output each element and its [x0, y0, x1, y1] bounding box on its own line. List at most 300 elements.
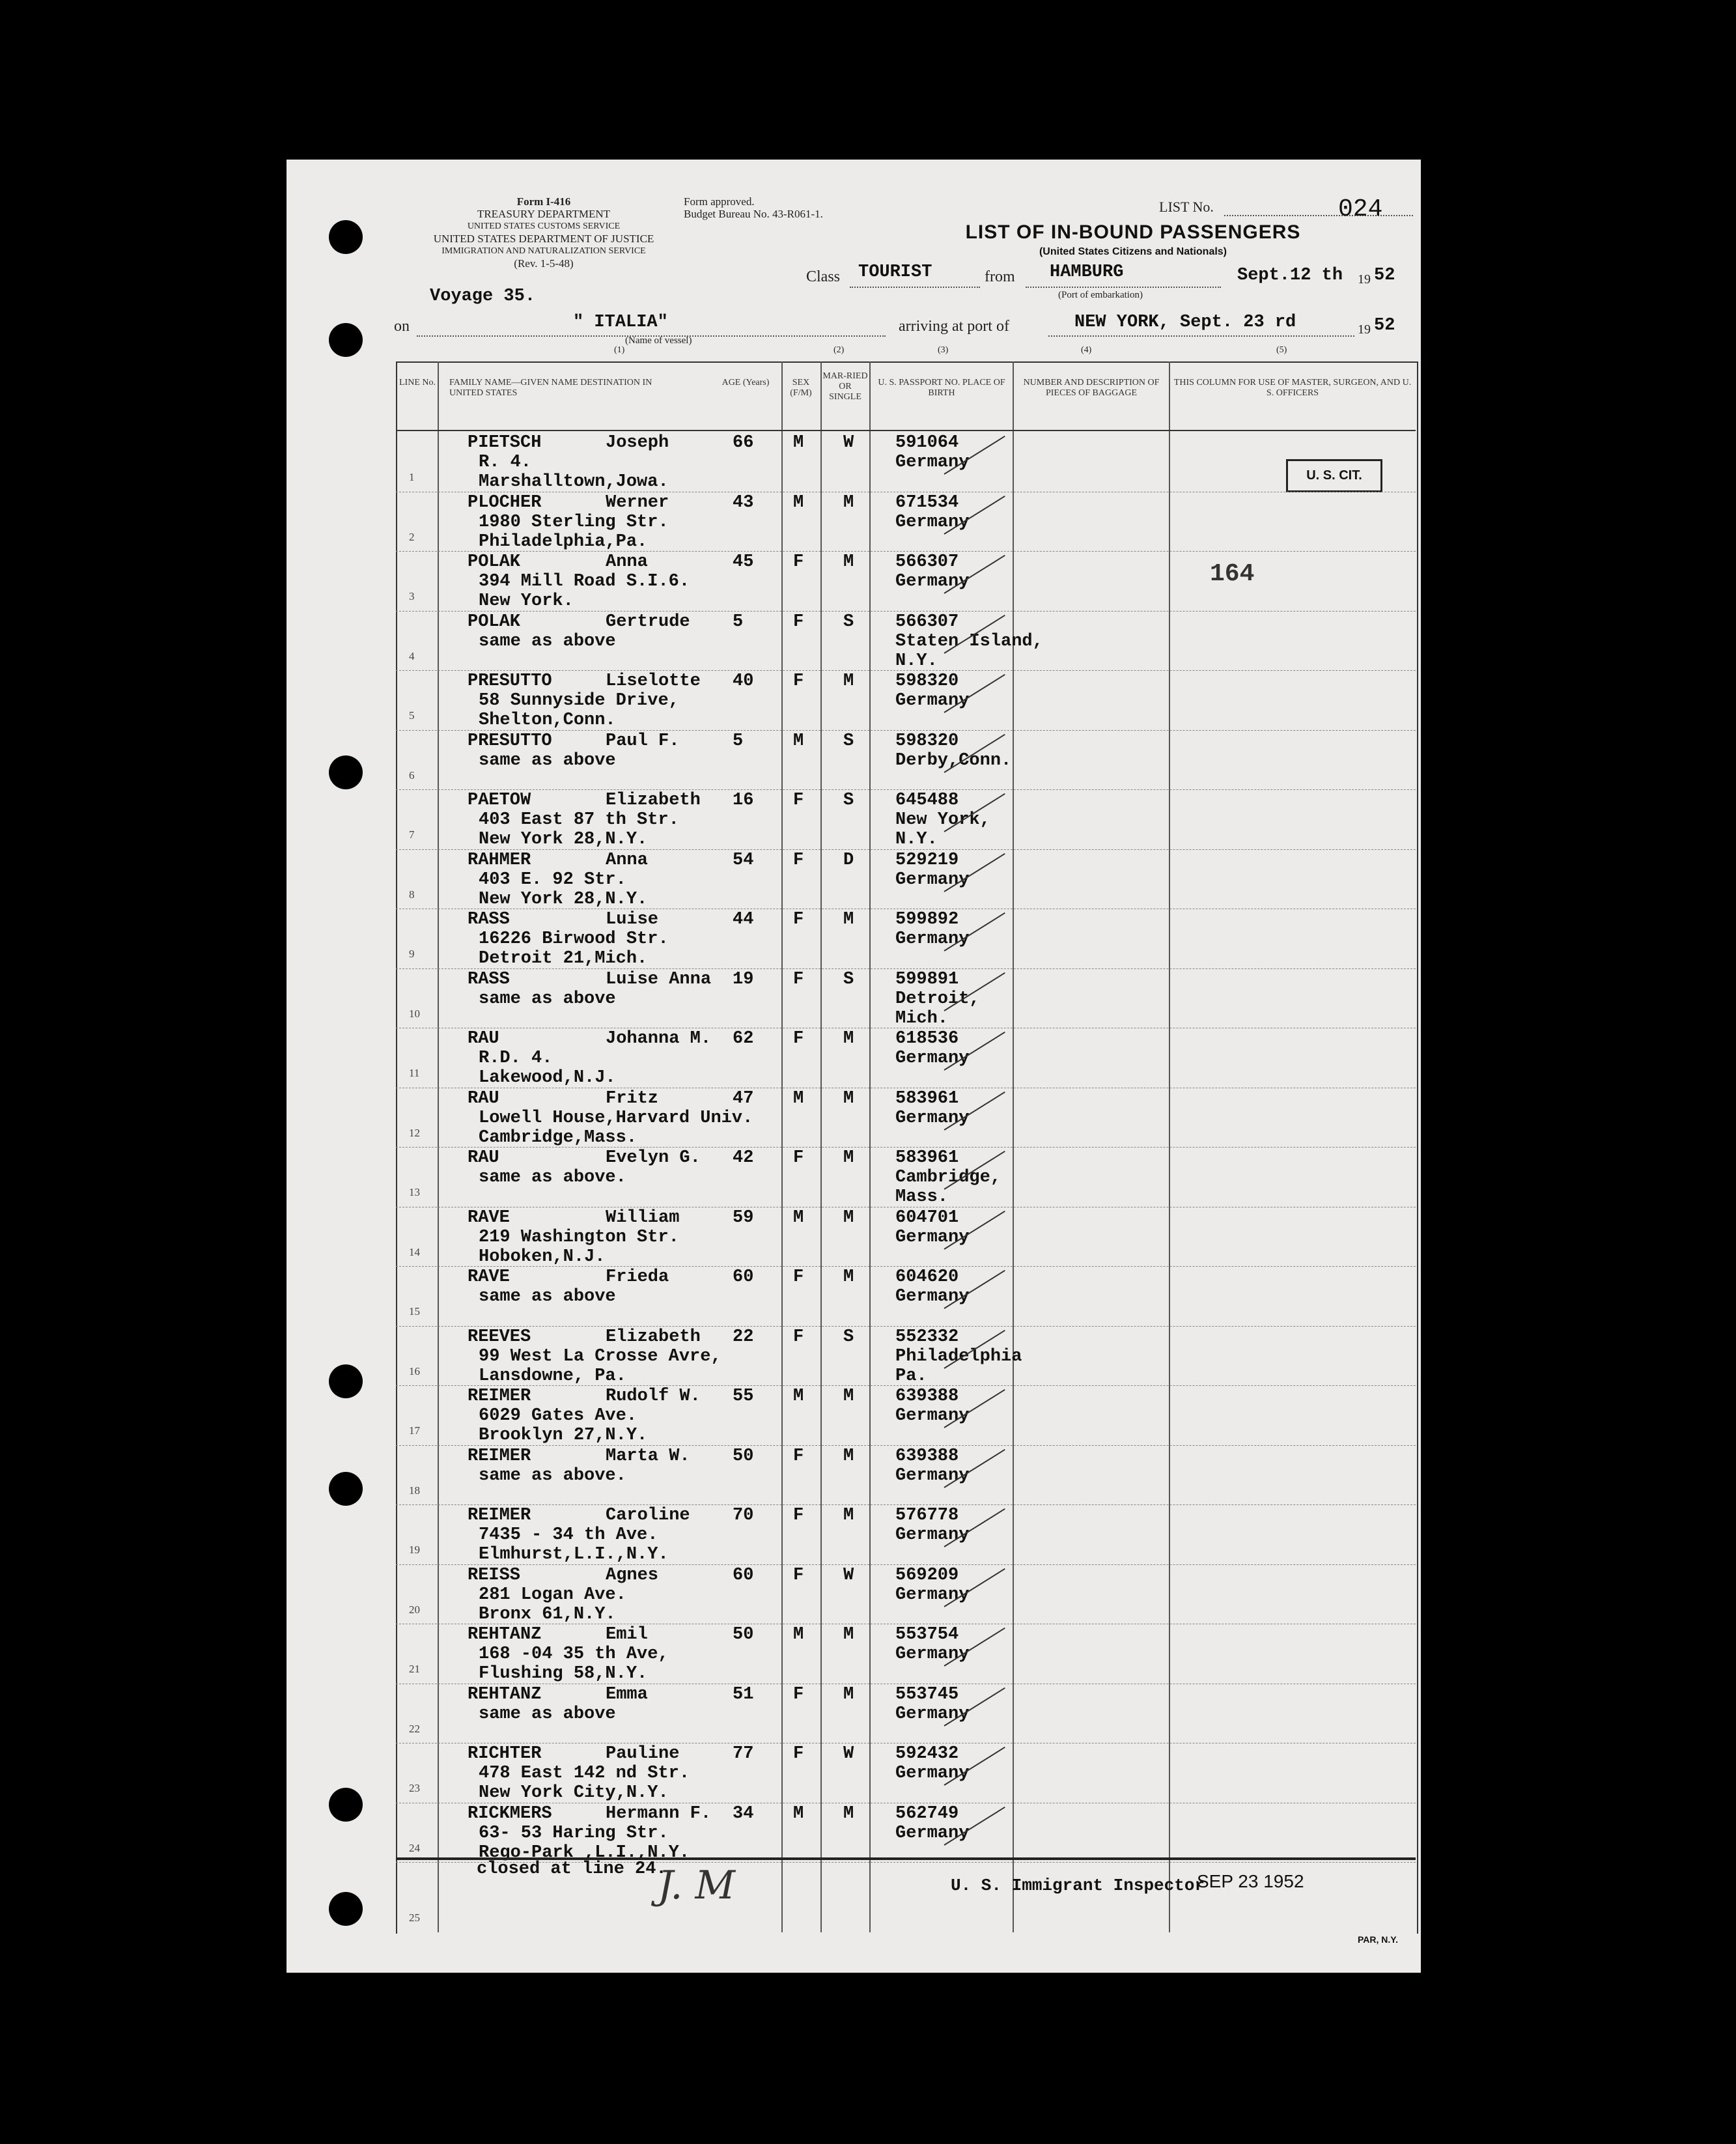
row-divider: [396, 670, 1416, 671]
table-row: [0, 1685, 1736, 1745]
address-line-1: 58 Sunnyside Drive,: [479, 691, 679, 711]
address-line-1: 168 -04 35 th Ave,: [479, 1644, 669, 1664]
given-name: Marta W.: [606, 1446, 690, 1466]
marital-status: M: [843, 1148, 854, 1168]
surname: RAU: [468, 1029, 499, 1049]
binder-hole: [329, 220, 363, 254]
col-header-line: LINE No.: [399, 378, 436, 388]
address-line-1: same as above: [479, 631, 616, 651]
marital-status: M: [843, 1029, 854, 1049]
marital-status: M: [843, 552, 854, 572]
birth-place-2: Mass.: [895, 1187, 949, 1207]
dept-justice: UNITED STATES DEPARTMENT OF JUSTICE: [433, 233, 654, 245]
vessel-caption: (Name of vessel): [625, 335, 692, 346]
line-number: 4: [409, 649, 415, 662]
marital-status: M: [843, 910, 854, 929]
marital-status: M: [843, 1625, 854, 1644]
dept-treasury: TREASURY DEPARTMENT: [477, 208, 611, 220]
table-row: [0, 910, 1736, 970]
surname: RAU: [468, 1148, 499, 1168]
birth-place: Germany: [895, 1287, 970, 1306]
officer-note: 164: [1210, 560, 1255, 588]
from-line: [1026, 287, 1221, 288]
birth-place-2: Pa.: [895, 1366, 927, 1386]
closed-at-line: closed at line 24.: [477, 1859, 667, 1879]
age: 42: [733, 1148, 754, 1168]
address-line-2: Brooklyn 27,N.Y.: [479, 1426, 648, 1445]
address-line-1: same as above: [479, 989, 616, 1009]
class-value: TOURIST: [858, 262, 932, 282]
given-name: Liselotte: [606, 671, 701, 691]
age: 5: [733, 731, 744, 751]
table-row: [0, 1327, 1736, 1387]
passport-number: 566307: [895, 612, 959, 632]
row-divider: [396, 730, 1416, 731]
marital-status: W: [843, 1744, 854, 1764]
departure-date: Sept.12 th: [1237, 266, 1343, 285]
row-divider: [396, 1504, 1416, 1505]
dept-treasury-sub: UNITED STATES CUSTOMS SERVICE: [467, 221, 621, 231]
passport-number: 618536: [895, 1029, 959, 1049]
marital-status: M: [843, 1684, 854, 1704]
row-divider: [396, 1147, 1416, 1148]
address-line-1: 6029 Gates Ave.: [479, 1406, 637, 1426]
passport-number: 604701: [895, 1207, 959, 1228]
row-divider: [396, 789, 1416, 790]
budget-approval: [684, 195, 879, 220]
sex: M: [793, 492, 804, 513]
passport-number: 553745: [895, 1684, 959, 1704]
col-num-1: (1): [614, 345, 625, 355]
inspection-date: SEP 23 1952: [1197, 1871, 1304, 1891]
table-row: [0, 493, 1736, 553]
surname: REIMER: [468, 1506, 531, 1525]
class-label: Class: [806, 268, 841, 285]
line-number: 3: [409, 590, 415, 602]
sex: F: [793, 1148, 804, 1168]
line-number: 7: [409, 828, 415, 841]
sex: F: [793, 552, 804, 572]
birth-place: Germany: [895, 869, 970, 890]
passport-number: 598320: [895, 671, 959, 691]
address-line-1: 281 Logan Ave.: [479, 1585, 626, 1605]
birth-place: Cambridge,: [895, 1168, 1001, 1187]
row-divider: [396, 968, 1416, 969]
sex: M: [793, 1387, 804, 1406]
row-divider: [396, 1564, 1416, 1565]
age: 34: [733, 1803, 754, 1824]
address-line-1: 478 East 142 nd Str.: [479, 1764, 690, 1783]
given-name: Fritz: [606, 1088, 659, 1108]
given-name: Elizabeth: [606, 791, 701, 810]
line-number: 24: [409, 1841, 420, 1854]
surname: REHTANZ: [468, 1684, 542, 1704]
row-divider: [396, 611, 1416, 612]
printer-mark: PAR, N.Y.: [1358, 1934, 1398, 1945]
line-number: 5: [409, 709, 415, 722]
age: 45: [733, 552, 754, 572]
departure-year-prefix: 19: [1358, 272, 1371, 287]
line-number: 1: [409, 471, 415, 483]
passport-number: 553754: [895, 1625, 959, 1644]
sex: F: [793, 612, 804, 632]
passport-number: 562749: [895, 1803, 959, 1824]
surname: RICHTER: [468, 1744, 542, 1764]
given-name: Anna: [606, 850, 648, 870]
age: 50: [733, 1446, 754, 1466]
port-of-embarkation: HAMBURG: [1050, 262, 1124, 282]
row-divider: [396, 1326, 1416, 1327]
address-line-1: R.D. 4.: [479, 1049, 553, 1068]
surname: POLAK: [468, 552, 521, 572]
address-line-2: Cambridge,Mass.: [479, 1127, 637, 1148]
address-line-2: Detroit 21,Mich.: [479, 949, 648, 968]
table-row: [0, 731, 1736, 791]
form-approved: Form approved.: [684, 195, 755, 208]
age: 44: [733, 910, 754, 929]
line-number: 17: [409, 1424, 420, 1437]
col-num-2: (2): [833, 345, 845, 355]
vessel-name: " ITALIA": [573, 313, 668, 332]
given-name: Anna: [606, 552, 648, 572]
table-row: [0, 1566, 1736, 1626]
given-name: Elizabeth: [606, 1327, 701, 1347]
surname: POLAK: [468, 612, 521, 632]
sex: F: [793, 969, 804, 989]
marital-status: M: [843, 1267, 854, 1287]
marital-status: S: [843, 1327, 854, 1347]
given-name: Evelyn G.: [606, 1148, 701, 1168]
given-name: Paul F.: [606, 731, 680, 751]
age: 16: [733, 791, 754, 810]
sex: F: [793, 1565, 804, 1585]
port-caption: (Port of embarkation): [1058, 290, 1143, 300]
address-line-2: Bronx 61,N.Y.: [479, 1604, 616, 1624]
list-number-line: [1224, 215, 1413, 216]
given-name: Gertrude: [606, 612, 690, 632]
address-line-1: R. 4.: [479, 453, 532, 472]
surname: PIETSCH: [468, 433, 542, 453]
birth-place: New York,: [895, 810, 990, 830]
birth-place: Detroit,: [895, 989, 980, 1009]
birth-place-2: N.Y.: [895, 830, 938, 849]
sex: F: [793, 671, 804, 691]
passport-number: 599891: [895, 969, 959, 989]
table-row: [0, 1446, 1736, 1506]
age: 77: [733, 1744, 754, 1764]
passport-number: 604620: [895, 1267, 959, 1287]
age: 66: [733, 433, 754, 453]
address-line-2: New York.: [479, 591, 574, 611]
sex: M: [793, 1803, 804, 1824]
col-header-officers: THIS COLUMN FOR USE OF MASTER, SURGEON, AND U. S. OFFICERS: [1173, 378, 1412, 398]
line-number: 19: [409, 1544, 420, 1556]
surname: PLOCHER: [468, 492, 542, 513]
passport-number: 552332: [895, 1327, 959, 1347]
birth-place: Germany: [895, 1108, 970, 1128]
given-name: Hermann F.: [606, 1803, 712, 1824]
class-line: [850, 287, 980, 288]
col-header-name: FAMILY NAME—GIVEN NAME DESTINATION IN UNITED STATES: [449, 378, 652, 398]
birth-place: Germany: [895, 1585, 970, 1605]
address-line-1: 16226 Birwood Str.: [479, 929, 669, 949]
age: 55: [733, 1387, 754, 1406]
col-num-5: (5): [1276, 345, 1287, 355]
col-header-married: MAR-RIED OR SINGLE: [822, 371, 868, 402]
address-line-2: Philadelphia,Pa.: [479, 531, 648, 552]
sex: F: [793, 1267, 804, 1287]
sex: M: [793, 1207, 804, 1228]
birth-place: Germany: [895, 1227, 970, 1247]
line-number: 2: [409, 530, 415, 543]
address-line-2: Hoboken,N.J.: [479, 1247, 606, 1267]
given-name: Caroline: [606, 1506, 690, 1525]
address-line-1: 219 Washington Str.: [479, 1227, 679, 1247]
address-line-2: Rego-Park ,L.I.,N.Y.: [479, 1842, 690, 1863]
sex: F: [793, 1744, 804, 1764]
form-revision: (Rev. 1-5-48): [514, 257, 574, 270]
marital-status: M: [843, 1088, 854, 1108]
age: 22: [733, 1327, 754, 1347]
surname: PAETOW: [468, 791, 531, 810]
birth-place: Germany: [895, 929, 970, 949]
surname: REISS: [468, 1565, 521, 1585]
birth-place: Germany: [895, 1823, 970, 1843]
birth-place: Germany: [895, 1406, 970, 1426]
birth-place: Derby,Conn.: [895, 750, 1012, 770]
surname: REIMER: [468, 1446, 531, 1466]
binder-hole: [329, 1892, 363, 1926]
surname: RASS: [468, 969, 510, 989]
col-header-sex: SEX (F/M): [790, 378, 812, 398]
row-divider: [396, 849, 1416, 850]
passport-number: 569209: [895, 1565, 959, 1585]
form-number: Form I-416: [516, 195, 571, 208]
passport-number: 598320: [895, 731, 959, 751]
line-number: 13: [409, 1186, 420, 1198]
age: 51: [733, 1684, 754, 1704]
passport-number: 591064: [895, 433, 959, 453]
surname: RAVE: [468, 1267, 510, 1287]
table-row: [0, 612, 1736, 672]
marital-status: S: [843, 731, 854, 751]
surname: RAHMER: [468, 850, 531, 870]
given-name: Johanna M.: [606, 1029, 712, 1049]
address-line-2: Shelton,Conn.: [479, 711, 616, 730]
birth-place: Philadelphia: [895, 1346, 1022, 1366]
age: 43: [733, 492, 754, 513]
given-name: Werner: [606, 492, 669, 513]
table-row: [0, 1387, 1736, 1446]
sex: M: [793, 731, 804, 751]
given-name: Emil: [606, 1625, 648, 1644]
address-line-2: Elmhurst,L.I.,N.Y.: [479, 1545, 669, 1564]
marital-status: M: [843, 1387, 854, 1406]
list-number: 024: [1338, 195, 1383, 223]
address-line-2: New York 28,N.Y.: [479, 830, 648, 849]
header-rule: [396, 430, 1416, 431]
marital-status: D: [843, 850, 854, 870]
address-line-1: 403 E. 92 Str.: [479, 869, 626, 890]
birth-place-2: N.Y.: [895, 651, 938, 671]
col-header-passport: U. S. PASSPORT NO. PLACE OF BIRTH: [878, 378, 1005, 398]
address-line-1: 1980 Sterling Str.: [479, 512, 669, 532]
age: 19: [733, 969, 754, 989]
surname: RAVE: [468, 1207, 510, 1228]
birth-place: Staten Island,: [895, 631, 1043, 651]
line-number: 21: [409, 1663, 420, 1675]
birth-place: Germany: [895, 1764, 970, 1783]
address-line-1: 7435 - 34 th Ave.: [479, 1525, 658, 1545]
row-divider: [396, 1266, 1416, 1267]
address-line-1: same as above: [479, 1704, 616, 1724]
arrival-year: 52: [1374, 316, 1395, 335]
line-number: 9: [409, 948, 415, 960]
table-row: [0, 970, 1736, 1030]
passport-number: 592432: [895, 1744, 959, 1764]
sex: F: [793, 1446, 804, 1466]
surname: REHTANZ: [468, 1625, 542, 1644]
table-row: [0, 552, 1736, 612]
marital-status: W: [843, 1565, 854, 1585]
passport-number: 529219: [895, 850, 959, 870]
marital-status: W: [843, 433, 854, 453]
sex: M: [793, 1625, 804, 1644]
page-title: LIST OF IN-BOUND PASSENGERS: [965, 221, 1301, 243]
line-number: 8: [409, 888, 415, 901]
surname: RAU: [468, 1088, 499, 1108]
passport-number: 599892: [895, 910, 959, 929]
age: 62: [733, 1029, 754, 1049]
passport-number: 583961: [895, 1148, 959, 1168]
passport-number: 639388: [895, 1387, 959, 1406]
budget-bureau: Budget Bureau No. 43-R061-1.: [684, 208, 823, 220]
surname: REEVES: [468, 1327, 531, 1347]
table-row: [0, 1625, 1736, 1685]
sex: F: [793, 1029, 804, 1049]
sex: M: [793, 1088, 804, 1108]
line-number: 23: [409, 1782, 420, 1794]
marital-status: S: [843, 612, 854, 632]
sex: F: [793, 1684, 804, 1704]
birth-place: Germany: [895, 1465, 970, 1486]
col-num-4: (4): [1081, 345, 1092, 355]
sex: F: [793, 850, 804, 870]
address-line-1: 403 East 87 th Str.: [479, 810, 679, 830]
birth-place: Germany: [895, 1049, 970, 1068]
given-name: Luise: [606, 910, 659, 929]
table-row: [0, 1148, 1736, 1208]
birth-place: Germany: [895, 1644, 970, 1664]
arrival-line: [1048, 335, 1354, 337]
given-name: Agnes: [606, 1565, 659, 1585]
page-subtitle: (United States Citizens and Nationals): [1039, 246, 1227, 257]
age: 60: [733, 1565, 754, 1585]
age: 40: [733, 671, 754, 691]
sex: F: [793, 1506, 804, 1525]
given-name: Joseph: [606, 433, 669, 453]
address-line-1: same as above: [479, 750, 616, 770]
address-line-1: 394 Mill Road S.I.6.: [479, 572, 690, 591]
address-line-1: 99 West La Crosse Avre,: [479, 1346, 721, 1366]
given-name: Pauline: [606, 1744, 680, 1764]
marital-status: S: [843, 791, 854, 810]
birth-place-2: Mich.: [895, 1008, 949, 1028]
surname: RICKMERS: [468, 1803, 552, 1824]
birth-place: Germany: [895, 512, 970, 532]
given-name: William: [606, 1207, 680, 1228]
passport-number: 576778: [895, 1506, 959, 1525]
address-line-1: same as above.: [479, 1168, 626, 1187]
list-number-label: LIST No.: [1159, 199, 1214, 215]
surname: RASS: [468, 910, 510, 929]
row-divider: [396, 1385, 1416, 1386]
address-line-2: New York City,N.Y.: [479, 1783, 669, 1803]
table-row: [0, 1506, 1736, 1566]
table-row: [0, 433, 1736, 493]
address-line-2: New York 28,N.Y.: [479, 889, 648, 909]
line-number: 12: [409, 1126, 420, 1139]
sex: M: [793, 433, 804, 453]
sex: F: [793, 1327, 804, 1347]
line-number: 14: [409, 1245, 420, 1258]
dept-justice-sub: IMMIGRATION AND NATURALIZATION SERVICE: [441, 246, 646, 256]
passport-number: 645488: [895, 791, 959, 810]
age: 70: [733, 1506, 754, 1525]
surname: PRESUTTO: [468, 731, 552, 751]
birth-place: Germany: [895, 453, 970, 472]
col-num-3: (3): [938, 345, 949, 355]
line-number: 15: [409, 1305, 420, 1318]
line-number: 6: [409, 769, 415, 782]
given-name: Frieda: [606, 1267, 669, 1287]
marital-status: M: [843, 1506, 854, 1525]
voyage-number: Voyage 35.: [430, 287, 536, 306]
table-row: [0, 791, 1736, 851]
address-line-1: 63- 53 Haring Str.: [479, 1823, 669, 1843]
table-row: [0, 1029, 1736, 1089]
address-line-2: Lakewood,N.J.: [479, 1068, 616, 1088]
age: 47: [733, 1088, 754, 1108]
table-row: [0, 1267, 1736, 1327]
line-number: 16: [409, 1364, 420, 1377]
line-number: 18: [409, 1484, 420, 1497]
table-row: [0, 1089, 1736, 1149]
binder-hole: [329, 323, 363, 357]
given-name: Emma: [606, 1684, 648, 1704]
line-number: 11: [409, 1067, 420, 1079]
surname: REIMER: [468, 1387, 531, 1406]
sex: F: [793, 791, 804, 810]
line-number: 22: [409, 1722, 420, 1735]
row-divider: [396, 1445, 1416, 1446]
address-line-1: same as above.: [479, 1465, 626, 1486]
marital-status: M: [843, 492, 854, 513]
marital-status: M: [843, 1803, 854, 1824]
given-name: Luise Anna: [606, 969, 712, 989]
passport-number: 671534: [895, 492, 959, 513]
marital-status: M: [843, 671, 854, 691]
arrival-year-prefix: 19: [1358, 322, 1371, 337]
passport-number: 566307: [895, 552, 959, 572]
address-line-2: Lansdowne, Pa.: [479, 1366, 626, 1386]
address-line-1: Lowell House,Harvard Univ.: [479, 1108, 753, 1128]
table-row: [0, 671, 1736, 731]
birth-place: Germany: [895, 691, 970, 711]
us-citizen-stamp: U. S. CIT.: [1286, 459, 1382, 492]
inspector-signature-icon: J. M: [658, 1863, 735, 1908]
birth-place: Germany: [895, 572, 970, 591]
